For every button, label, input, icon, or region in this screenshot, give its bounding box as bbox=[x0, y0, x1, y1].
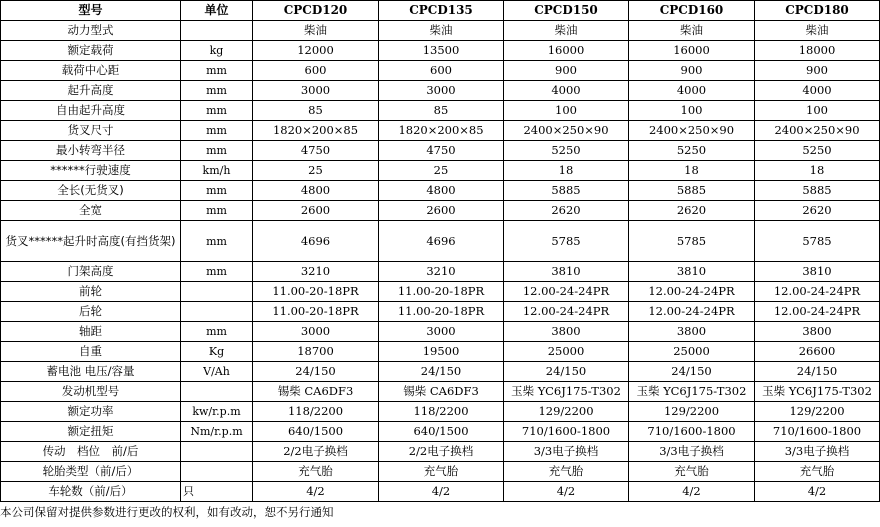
row-label: 动力型式 bbox=[1, 21, 181, 41]
cell-value: 3810 bbox=[755, 262, 880, 282]
cell-value: 710/1600-1800 bbox=[755, 422, 880, 442]
row-label: 门架高度 bbox=[1, 262, 181, 282]
cell-value: 600 bbox=[253, 61, 379, 81]
row-unit bbox=[181, 302, 253, 322]
cell-value: 19500 bbox=[379, 342, 504, 362]
cell-value: 3800 bbox=[504, 322, 629, 342]
table-row bbox=[1, 201, 880, 221]
table-row bbox=[1, 382, 880, 402]
cell-value: 12.00-24-24PR bbox=[629, 282, 755, 302]
table-row bbox=[1, 302, 880, 322]
header-row bbox=[1, 1, 880, 21]
row-label: 额定功率 bbox=[1, 402, 181, 422]
row-unit: mm bbox=[181, 322, 253, 342]
row-unit: mm bbox=[181, 221, 253, 262]
row-unit bbox=[181, 442, 253, 462]
cell-value: 5785 bbox=[629, 221, 755, 262]
footnote: 本公司保留对提供参数进行更改的权利，如有改动，恕不另行通知 bbox=[0, 505, 334, 519]
cell-value: 118/2200 bbox=[253, 402, 379, 422]
cell-value: 3810 bbox=[504, 262, 629, 282]
row-unit: Nm/r.p.m bbox=[181, 422, 253, 442]
cell-value: 1820×200×85 bbox=[379, 121, 504, 141]
cell-value: 12.00-24-24PR bbox=[504, 302, 629, 322]
table-row bbox=[1, 21, 880, 41]
row-label: 货叉尺寸 bbox=[1, 121, 181, 141]
table-row bbox=[1, 61, 880, 81]
row-unit: V/Ah bbox=[181, 362, 253, 382]
row-label: 额定载荷 bbox=[1, 41, 181, 61]
cell-value: 1820×200×85 bbox=[253, 121, 379, 141]
cell-value: 4/2 bbox=[629, 482, 755, 502]
cell-value: 85 bbox=[253, 101, 379, 121]
cell-value: 600 bbox=[379, 61, 504, 81]
row-unit: 只 bbox=[181, 482, 253, 502]
cell-value: 3000 bbox=[253, 322, 379, 342]
cell-value: 玉柴 YC6J175-T302 bbox=[755, 382, 880, 402]
row-label: 后轮 bbox=[1, 302, 181, 322]
table-row bbox=[1, 322, 880, 342]
cell-value: 3/3电子换档 bbox=[504, 442, 629, 462]
cell-value: 100 bbox=[755, 101, 880, 121]
cell-value: 4696 bbox=[253, 221, 379, 262]
table-row bbox=[1, 462, 880, 482]
row-unit bbox=[181, 462, 253, 482]
row-unit: kg bbox=[181, 41, 253, 61]
cell-value: 柴油 bbox=[629, 21, 755, 41]
row-label: 传动 档位 前/后 bbox=[1, 442, 181, 462]
cell-value: 129/2200 bbox=[629, 402, 755, 422]
cell-value: 4750 bbox=[253, 141, 379, 161]
header-model: 型号 bbox=[1, 1, 181, 21]
row-unit: km/h bbox=[181, 161, 253, 181]
cell-value: 2600 bbox=[253, 201, 379, 221]
cell-value: 5885 bbox=[755, 181, 880, 201]
cell-value: 2/2电子换档 bbox=[379, 442, 504, 462]
cell-value: 5250 bbox=[504, 141, 629, 161]
row-label: 起升高度 bbox=[1, 81, 181, 101]
cell-value: 26600 bbox=[755, 342, 880, 362]
header-model-1: CPCD120 bbox=[253, 1, 379, 21]
cell-value: 3210 bbox=[253, 262, 379, 282]
table-row bbox=[1, 161, 880, 181]
row-label: 全宽 bbox=[1, 201, 181, 221]
cell-value: 16000 bbox=[504, 41, 629, 61]
header-unit: 单位 bbox=[181, 1, 253, 21]
cell-value: 3000 bbox=[379, 322, 504, 342]
cell-value: 4696 bbox=[379, 221, 504, 262]
cell-value: 12.00-24-24PR bbox=[755, 302, 880, 322]
header-model-4: CPCD160 bbox=[629, 1, 755, 21]
row-label: 自由起升高度 bbox=[1, 101, 181, 121]
table-row bbox=[1, 221, 880, 262]
cell-value: 4000 bbox=[504, 81, 629, 101]
table-row bbox=[1, 422, 880, 442]
row-label: 货叉******起升时高度(有挡货架) bbox=[1, 221, 181, 262]
cell-value: 3000 bbox=[253, 81, 379, 101]
cell-value: 充气胎 bbox=[629, 462, 755, 482]
cell-value: 900 bbox=[755, 61, 880, 81]
row-label: 额定扭矩 bbox=[1, 422, 181, 442]
cell-value: 5250 bbox=[755, 141, 880, 161]
row-label: 载荷中心距 bbox=[1, 61, 181, 81]
cell-value: 3800 bbox=[755, 322, 880, 342]
header-model-5: CPCD180 bbox=[755, 1, 880, 21]
cell-value: 25000 bbox=[629, 342, 755, 362]
row-unit: mm bbox=[181, 81, 253, 101]
cell-value: 11.00-20-18PR bbox=[379, 302, 504, 322]
cell-value: 5785 bbox=[504, 221, 629, 262]
table-row bbox=[1, 121, 880, 141]
cell-value: 18 bbox=[629, 161, 755, 181]
cell-value: 710/1600-1800 bbox=[629, 422, 755, 442]
row-unit: mm bbox=[181, 141, 253, 161]
cell-value: 100 bbox=[504, 101, 629, 121]
row-unit: mm bbox=[181, 61, 253, 81]
row-unit: mm bbox=[181, 262, 253, 282]
cell-value: 3810 bbox=[629, 262, 755, 282]
cell-value: 24/150 bbox=[755, 362, 880, 382]
row-label: 自重 bbox=[1, 342, 181, 362]
cell-value: 24/150 bbox=[379, 362, 504, 382]
table-row bbox=[1, 342, 880, 362]
table-row bbox=[1, 362, 880, 382]
cell-value: 3000 bbox=[379, 81, 504, 101]
cell-value: 11.00-20-18PR bbox=[253, 282, 379, 302]
cell-value: 锡柴 CA6DF3 bbox=[253, 382, 379, 402]
row-label: 车轮数（前/后） bbox=[1, 482, 181, 502]
table-row bbox=[1, 101, 880, 121]
row-label: 蓄电池 电压/容量 bbox=[1, 362, 181, 382]
cell-value: 18 bbox=[755, 161, 880, 181]
cell-value: 柴油 bbox=[253, 21, 379, 41]
cell-value: 18000 bbox=[755, 41, 880, 61]
cell-value: 柴油 bbox=[504, 21, 629, 41]
row-unit bbox=[181, 282, 253, 302]
row-unit: Kg bbox=[181, 342, 253, 362]
table-row bbox=[1, 81, 880, 101]
table-row bbox=[1, 141, 880, 161]
cell-value: 900 bbox=[504, 61, 629, 81]
table-row bbox=[1, 41, 880, 61]
cell-value: 充气胎 bbox=[379, 462, 504, 482]
row-unit: kw/r.p.m bbox=[181, 402, 253, 422]
cell-value: 充气胎 bbox=[755, 462, 880, 482]
row-unit bbox=[181, 382, 253, 402]
cell-value: 5250 bbox=[629, 141, 755, 161]
cell-value: 85 bbox=[379, 101, 504, 121]
row-label: 前轮 bbox=[1, 282, 181, 302]
cell-value: 4000 bbox=[629, 81, 755, 101]
table-row bbox=[1, 282, 880, 302]
cell-value: 4/2 bbox=[379, 482, 504, 502]
cell-value: 2620 bbox=[755, 201, 880, 221]
cell-value: 25000 bbox=[504, 342, 629, 362]
cell-value: 640/1500 bbox=[379, 422, 504, 442]
header-model-2: CPCD135 bbox=[379, 1, 504, 21]
cell-value: 2620 bbox=[629, 201, 755, 221]
cell-value: 12000 bbox=[253, 41, 379, 61]
cell-value: 2400×250×90 bbox=[629, 121, 755, 141]
row-unit: mm bbox=[181, 121, 253, 141]
cell-value: 充气胎 bbox=[253, 462, 379, 482]
cell-value: 4/2 bbox=[504, 482, 629, 502]
cell-value: 4/2 bbox=[253, 482, 379, 502]
row-label: 轴距 bbox=[1, 322, 181, 342]
cell-value: 12.00-24-24PR bbox=[755, 282, 880, 302]
cell-value: 640/1500 bbox=[253, 422, 379, 442]
cell-value: 柴油 bbox=[379, 21, 504, 41]
cell-value: 3210 bbox=[379, 262, 504, 282]
row-label: 全长(无货叉) bbox=[1, 181, 181, 201]
cell-value: 4750 bbox=[379, 141, 504, 161]
cell-value: 4800 bbox=[379, 181, 504, 201]
cell-value: 2400×250×90 bbox=[755, 121, 880, 141]
cell-value: 2620 bbox=[504, 201, 629, 221]
header-model-3: CPCD150 bbox=[504, 1, 629, 21]
cell-value: 5785 bbox=[755, 221, 880, 262]
row-unit: mm bbox=[181, 181, 253, 201]
cell-value: 4800 bbox=[253, 181, 379, 201]
row-label: 发动机型号 bbox=[1, 382, 181, 402]
cell-value: 3800 bbox=[629, 322, 755, 342]
cell-value: 锡柴 CA6DF3 bbox=[379, 382, 504, 402]
cell-value: 129/2200 bbox=[504, 402, 629, 422]
cell-value: 13500 bbox=[379, 41, 504, 61]
cell-value: 4/2 bbox=[755, 482, 880, 502]
cell-value: 25 bbox=[379, 161, 504, 181]
row-unit: mm bbox=[181, 201, 253, 221]
row-unit: mm bbox=[181, 101, 253, 121]
row-label: 最小转弯半径 bbox=[1, 141, 181, 161]
cell-value: 12.00-24-24PR bbox=[629, 302, 755, 322]
row-label: ******行驶速度 bbox=[1, 161, 181, 181]
cell-value: 25 bbox=[253, 161, 379, 181]
cell-value: 2400×250×90 bbox=[504, 121, 629, 141]
cell-value: 4000 bbox=[755, 81, 880, 101]
cell-value: 18 bbox=[504, 161, 629, 181]
cell-value: 3/3电子换档 bbox=[629, 442, 755, 462]
cell-value: 24/150 bbox=[253, 362, 379, 382]
cell-value: 玉柴 YC6J175-T302 bbox=[629, 382, 755, 402]
cell-value: 11.00-20-18PR bbox=[379, 282, 504, 302]
cell-value: 24/150 bbox=[629, 362, 755, 382]
cell-value: 18700 bbox=[253, 342, 379, 362]
row-label: 轮胎类型（前/后） bbox=[1, 462, 181, 482]
cell-value: 118/2200 bbox=[379, 402, 504, 422]
cell-value: 12.00-24-24PR bbox=[504, 282, 629, 302]
table-row bbox=[1, 402, 880, 422]
cell-value: 900 bbox=[629, 61, 755, 81]
table-row bbox=[1, 482, 880, 502]
table-row bbox=[1, 262, 880, 282]
cell-value: 710/1600-1800 bbox=[504, 422, 629, 442]
cell-value: 柴油 bbox=[755, 21, 880, 41]
row-unit bbox=[181, 21, 253, 41]
table-row bbox=[1, 442, 880, 462]
cell-value: 5885 bbox=[629, 181, 755, 201]
cell-value: 129/2200 bbox=[755, 402, 880, 422]
cell-value: 100 bbox=[629, 101, 755, 121]
table-row bbox=[1, 181, 880, 201]
cell-value: 5885 bbox=[504, 181, 629, 201]
cell-value: 充气胎 bbox=[504, 462, 629, 482]
cell-value: 玉柴 YC6J175-T302 bbox=[504, 382, 629, 402]
cell-value: 24/150 bbox=[504, 362, 629, 382]
cell-value: 3/3电子换档 bbox=[755, 442, 880, 462]
cell-value: 11.00-20-18PR bbox=[253, 302, 379, 322]
cell-value: 16000 bbox=[629, 41, 755, 61]
cell-value: 2/2电子换档 bbox=[253, 442, 379, 462]
cell-value: 2600 bbox=[379, 201, 504, 221]
